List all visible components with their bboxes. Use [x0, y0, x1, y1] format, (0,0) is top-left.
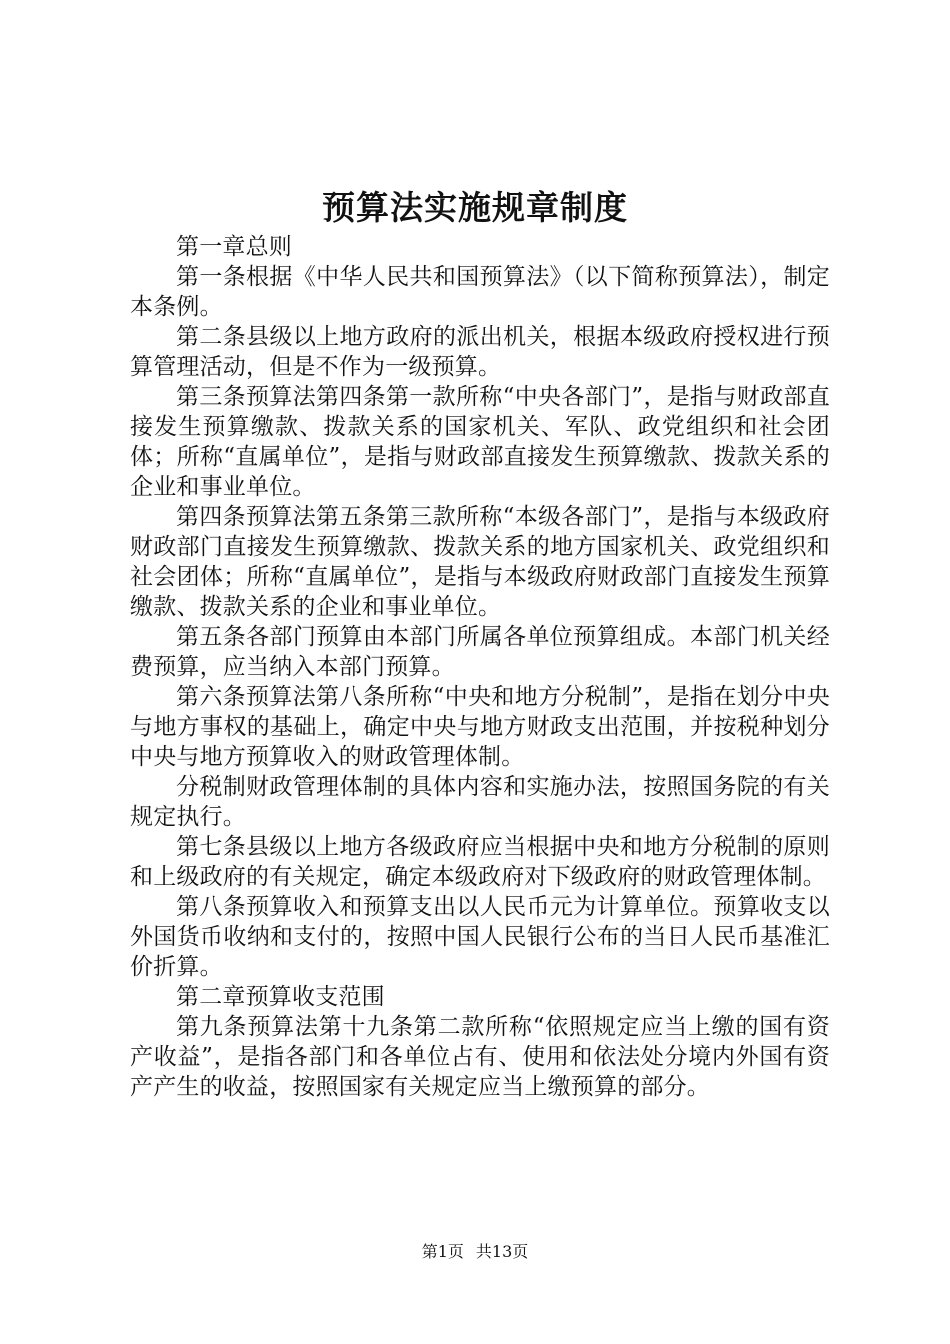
page-total: 共13页 — [475, 1242, 529, 1261]
chapter-heading: 第二章预算收支范围 — [176, 984, 385, 1010]
article-paragraph: 第六条预算法第八条所称“中央和地方分税制”，是指在划分中央与地方事权的基础上，确定中央与地方财政支出范围，并按税种划分中央与地方预算收入的财政管理体制。 — [130, 684, 830, 770]
article-paragraph: 第一条根据《中华人民共和国预算法》（以下简称预算法），制定本条例。 — [130, 264, 830, 320]
article-paragraph: 第四条预算法第五条第三款所称“本级各部门”，是指与本级政府财政部门直接发生预算缴款、拨款关系的地方国家机关、政党组织和社会团体；所称“直属单位”，是指与本级政府财政部门直接发生预算缴款、拨款关系的企业和事业单位。 — [130, 504, 830, 620]
article-paragraph: 第二条县级以上地方政府的派出机关，根据本级政府授权进行预算管理活动，但是不作为一级预算。 — [130, 324, 830, 380]
article-paragraph: 第八条预算收入和预算支出以人民币元为计算单位。预算收支以外国货币收纳和支付的，按照中国人民银行公布的当日人民币基准汇价折算。 — [130, 894, 830, 980]
page-number: 第1页 — [421, 1242, 464, 1261]
article-paragraph: 分税制财政管理体制的具体内容和实施办法，按照国务院的有关规定执行。 — [130, 774, 830, 830]
document-title: 预算法实施规章制度 — [322, 188, 628, 227]
document-body — [130, 232, 830, 1102]
article-paragraph: 第三条预算法第四条第一款所称“中央各部门”，是指与财政部直接发生预算缴款、拨款关系的国家机关、军队、政党组织和社会团体；所称“直属单位”，是指与财政部直接发生预算缴款、拨款关系的企业和事业单位。 — [130, 384, 830, 500]
article-paragraph: 第五条各部门预算由本部门所属各单位预算组成。本部门机关经费预算，应当纳入本部门预算。 — [130, 624, 830, 680]
article-paragraph: 第九条预算法第十九条第二款所称“依照规定应当上缴的国有资产收益”，是指各部门和各单位占有、使用和依法处分境内外国有资产产生的收益，按照国家有关规定应当上缴预算的部分。 — [130, 1014, 830, 1100]
article-paragraph: 第七条县级以上地方各级政府应当根据中央和地方分税制的原则和上级政府的有关规定，确定本级政府对下级政府的财政管理体制。 — [130, 834, 830, 890]
page-footer — [0, 1240, 950, 1264]
chapter-heading: 第一章总则 — [176, 234, 292, 260]
